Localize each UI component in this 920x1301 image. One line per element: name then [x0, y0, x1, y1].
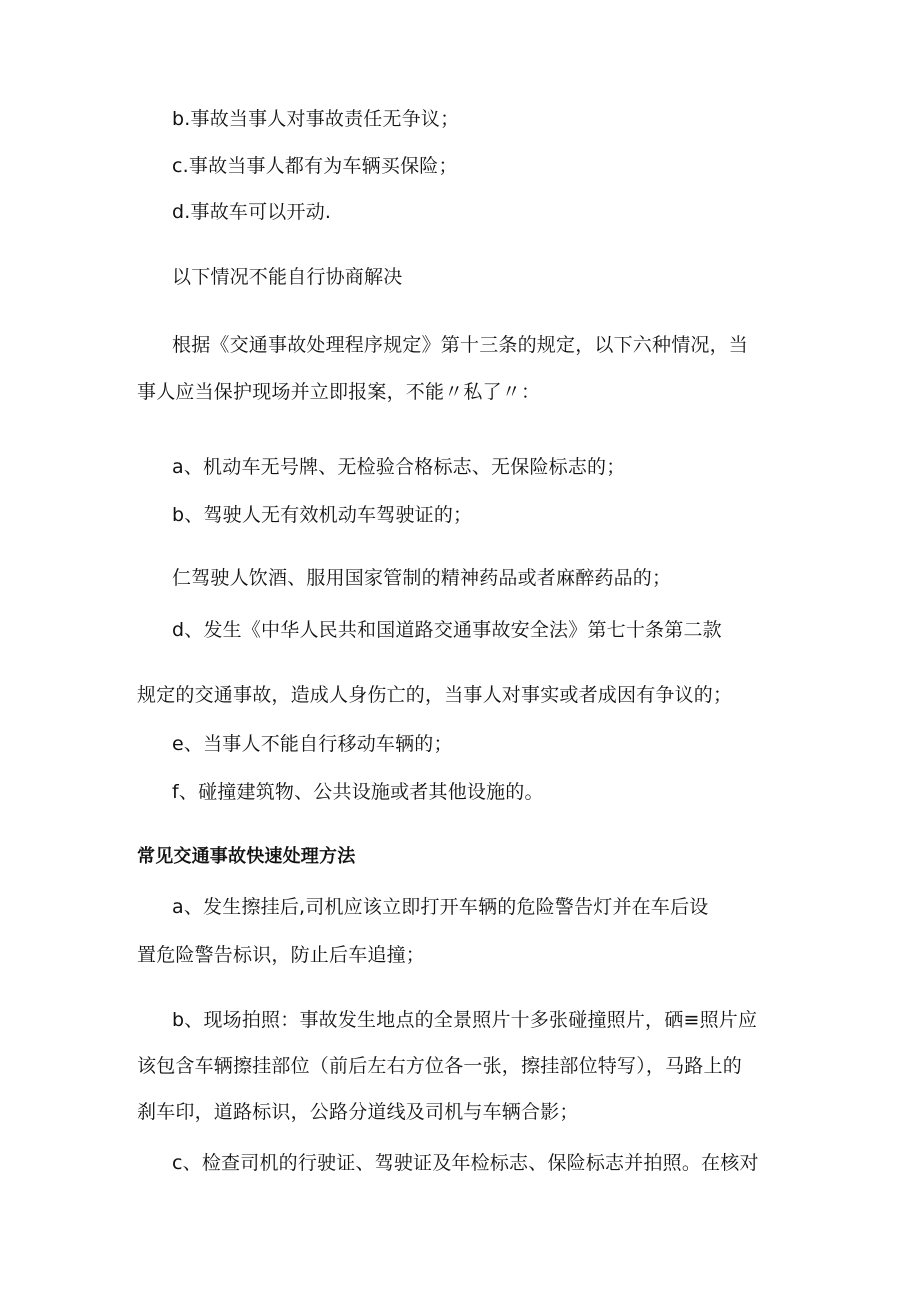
case-e: e、当事人不能自行移动车辆的； [172, 733, 453, 755]
case-d-line-2: 规定的交通事故，造成人身伤亡的，当事人对事实或者成因有争议的； [137, 684, 733, 706]
method-c-line-1: c、检查司机的行驶证、驾驶证及年检标志、保险标志并拍照。在核对 [172, 1152, 759, 1174]
method-b-line-3: 刹车印，道路标识，公路分道线及司机与车辆合影； [137, 1101, 579, 1123]
condition-c: c.事故当事人都有为车辆买保险； [172, 155, 458, 177]
condition-b: b.事故当事人对事故责任无争议； [172, 108, 460, 130]
regulation-paragraph-line-1: 根据《交通事故处理程序规定》第十三条的规定，以下六种情况，当 [172, 334, 749, 356]
case-d-line-1: d、发生《中华人民共和国道路交通事故安全法》第七十条第二款 [172, 619, 722, 641]
method-b-line-1: b、现场拍照：事故发生地点的全景照片十多张碰撞照片，硒≡照片应 [172, 1009, 758, 1031]
regulation-paragraph-line-2: 事人应当保护现场并立即报案，不能〃私了〃： [137, 381, 541, 403]
method-b-line-2: 该包含车辆擦挂部位（前后左右方位各一张，擦挂部位特写），马路上的 [137, 1055, 742, 1077]
case-a: a、机动车无号牌、无检验合格标志、无保险标志的； [172, 456, 626, 478]
case-f: f、碰撞建筑物、公共设施或者其他设施的。 [172, 781, 544, 803]
section-intro: 以下情况不能自行协商解决 [172, 266, 403, 288]
case-c: 仁驾驶人饮酒、服用国家管制的精神药品或者麻醉药品的； [172, 567, 672, 589]
case-b: b、驾驶人无有效机动车驾驶证的； [172, 504, 473, 526]
condition-d: d.事故车可以开动. [172, 201, 332, 223]
method-a-line-1: a、发生擦挂后,司机应该立即打开车辆的危险警告灯并在车后设 [172, 896, 709, 918]
section-heading: 常见交通事故快速处理方法 [137, 846, 356, 867]
method-a-line-2: 置危险警告标识，防止后车追撞； [137, 944, 426, 966]
